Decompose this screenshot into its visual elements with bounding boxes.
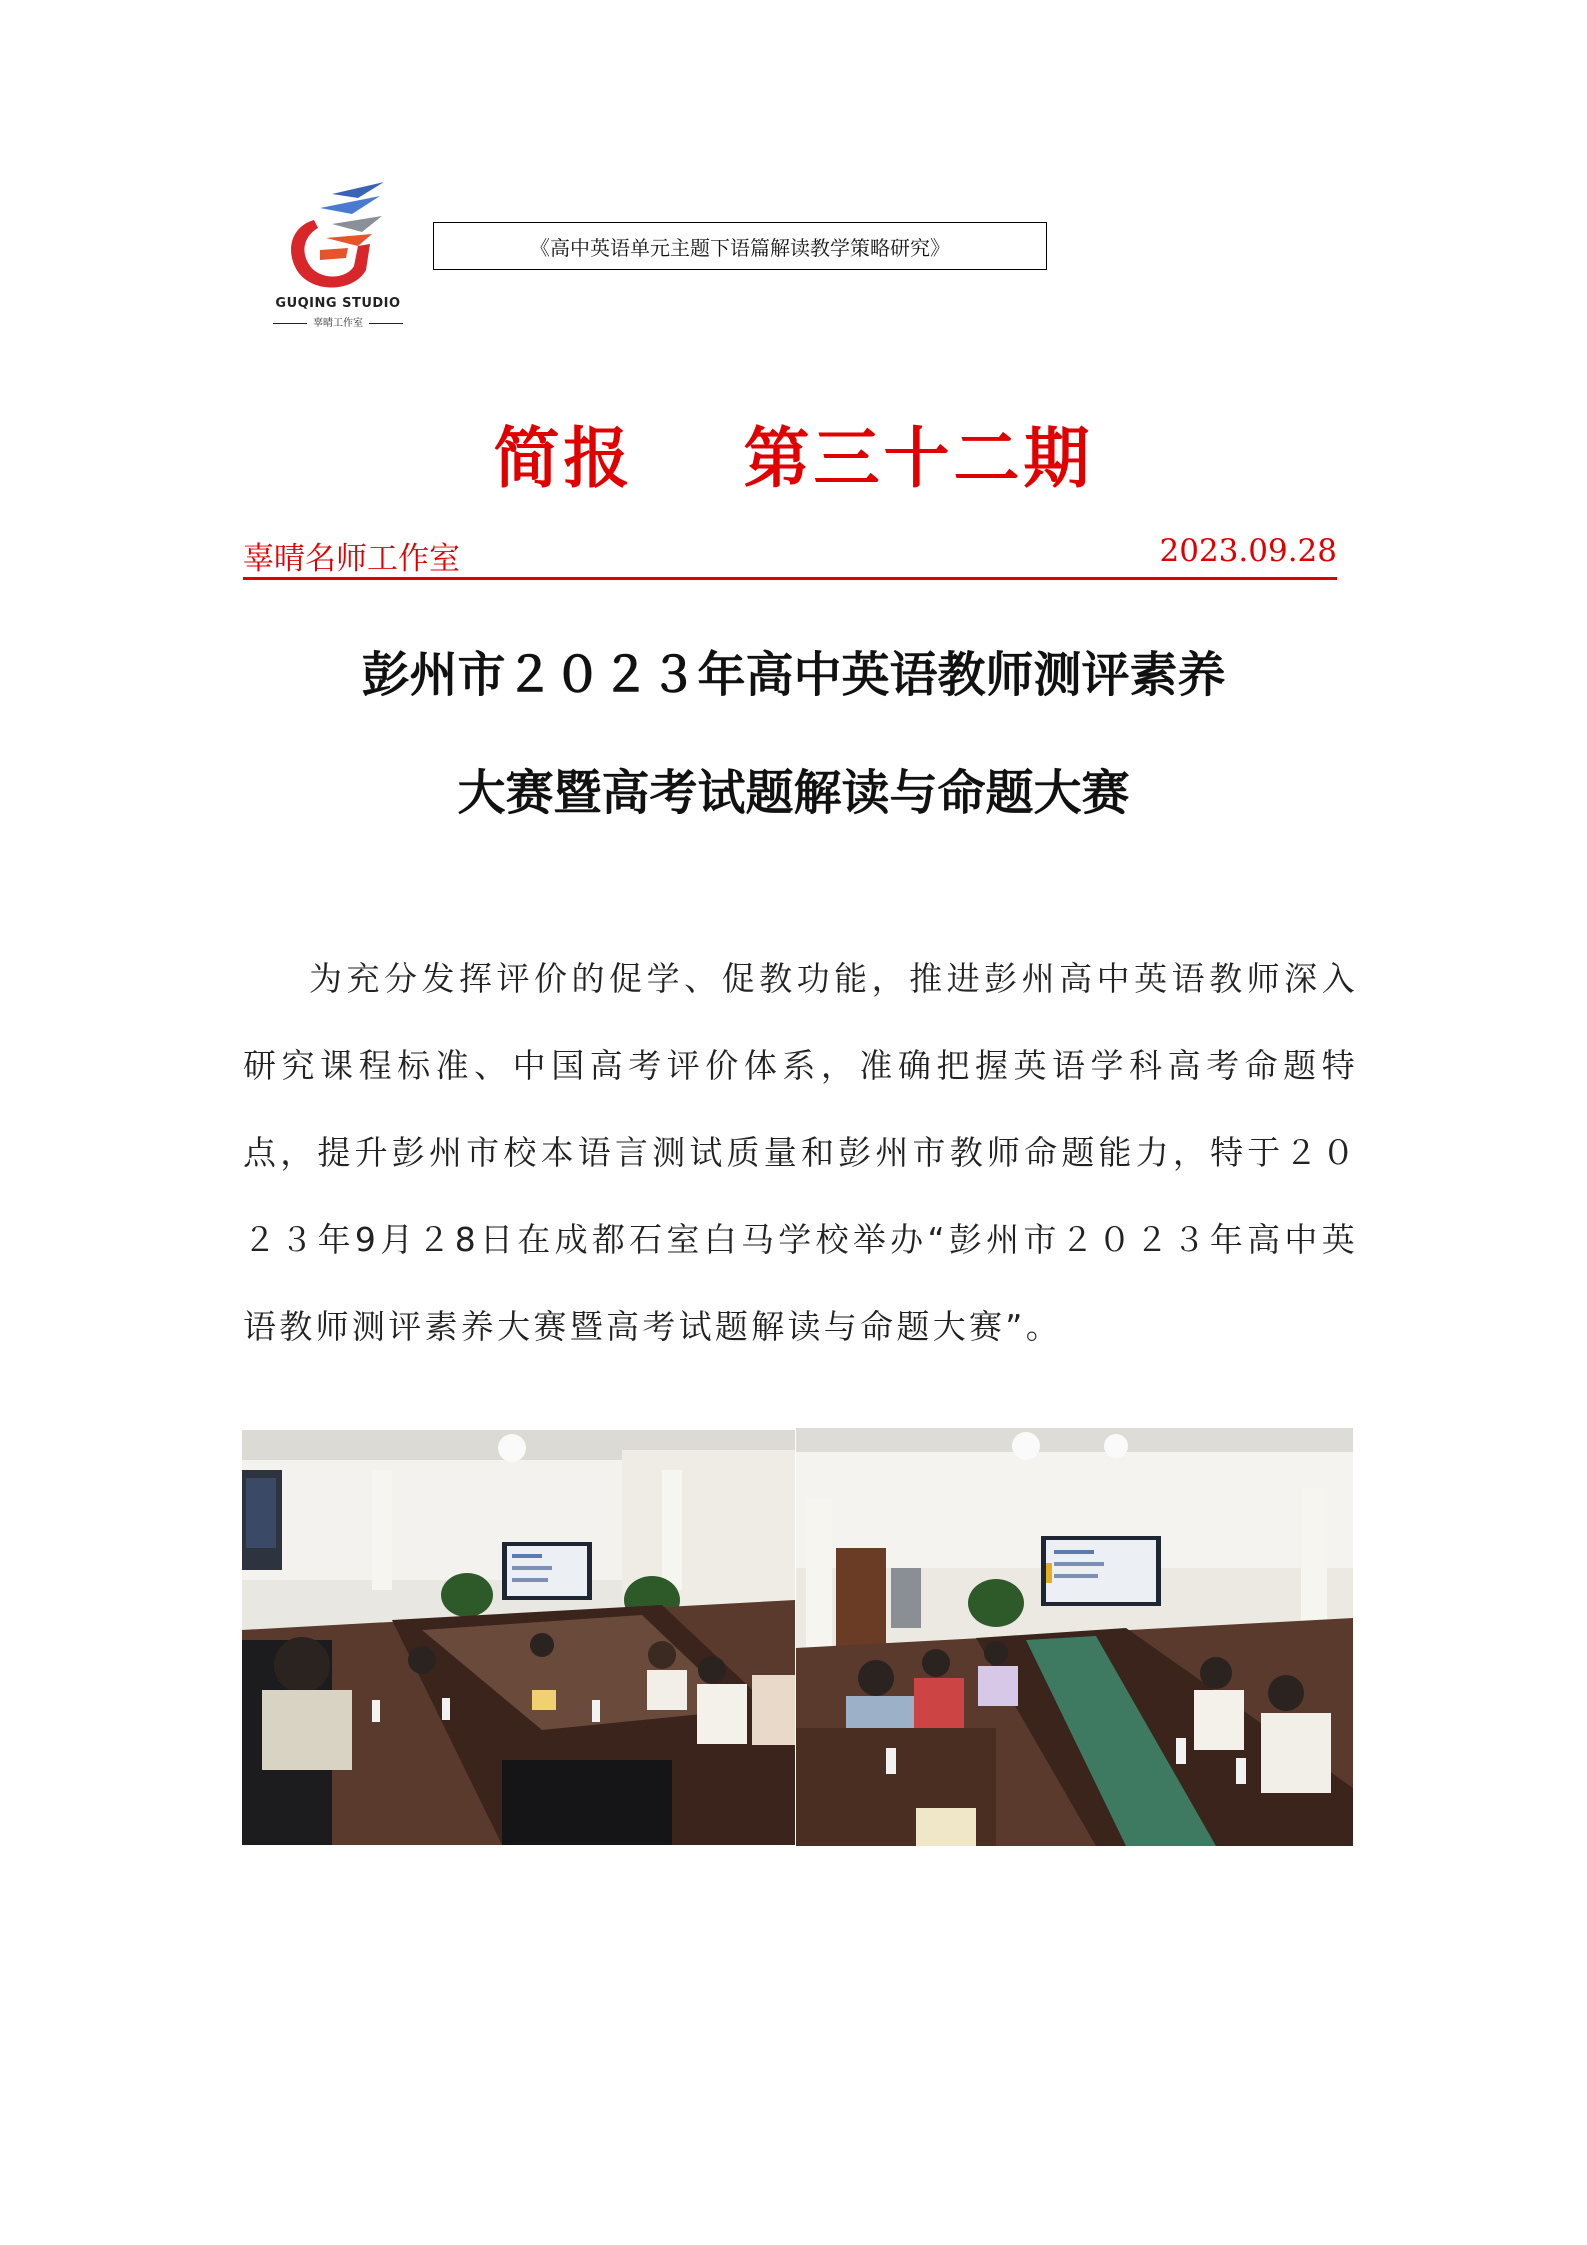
logo-mark-icon [262,180,414,300]
research-title-box [433,222,1047,270]
logo-caption: GUQING STUDIO [275,296,401,311]
meeting-photo-right [796,1428,1353,1846]
issue-title [0,405,1587,500]
logo-subcaption: 辜晴工作室 [262,314,414,329]
studio-date-line [243,533,1337,580]
issue-number: 第三十二期 [743,420,1094,497]
issue-label: 简报 [493,420,634,497]
article-title-line-2: 大赛暨高考试题解读与命题大赛 [457,765,1130,821]
article-paragraph: 为充分发挥评价的促学、促教功能，推进彭州高中英语教师深入研究课程标准、中国高考评价体系，准确把握英语学科高考命题特点，提升彭州市校本语言测试质量和彭州市教师命题能力，特于２０２３年9月２8日在成都石室白马学校举办“彭州市２０２３年高中英语教师测评素养大赛暨高考试题解读与命题大赛”。 [243,959,1358,1346]
article-title-line-1: 彭州市２０２３年高中英语教师测评素养 [361,647,1226,703]
research-title: 《高中英语单元主题下语篇解读教学策略研究》 [530,235,950,260]
studio-name: 辜晴名师工作室 [243,541,460,577]
issue-date: 2023.09.28 [1159,533,1337,569]
meeting-photo-left [242,1430,795,1845]
